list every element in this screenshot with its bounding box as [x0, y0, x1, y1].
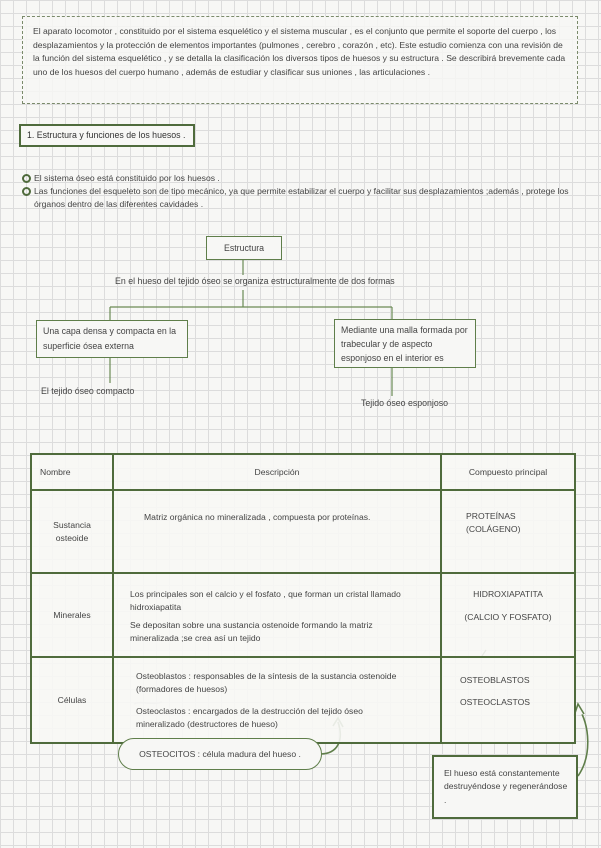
cell-name-text: Células: [57, 694, 87, 705]
header-name-text: Nombre: [40, 466, 71, 477]
cell-description-text: Matriz orgánica no mineralizada , compuesta por proteínas.: [144, 512, 371, 522]
cell-description: [113, 573, 441, 657]
cell-description: [113, 490, 441, 573]
diagram-root-label: Estructura: [223, 243, 265, 253]
cell-name: [31, 490, 113, 573]
bullet-text: El sistema óseo está constituido por los huesos .: [34, 173, 220, 183]
diagram-root-box: [206, 236, 282, 260]
header-name: [31, 454, 113, 490]
osteocitos-callout: [118, 738, 322, 770]
section-title: [19, 124, 195, 147]
cell-compound: [441, 490, 575, 573]
table-row: [31, 573, 575, 657]
osteocitos-text: OSTEOCITOS : célula madura del hueso .: [139, 749, 301, 759]
bullet-item: [22, 185, 582, 211]
diagram-left-box-text: Una capa densa y compacta en la superficie ósea externa: [43, 326, 177, 351]
table-row: [31, 657, 575, 743]
bone-remodeling-note: [432, 755, 578, 819]
cell-description-text: Los principales son el calcio y el fosfato , que forman un cristal llamado hidroxiapatita: [130, 589, 401, 612]
bullet-text: Las funciones del esqueleto son de tipo mecánico, ya que permite estabilizar el cuerpo y facilitar sus desplazamientos ;además , protege los órganos dentro de las diferentes cavidades .: [34, 186, 569, 209]
diagram-right-box: [334, 319, 476, 368]
bullet-circle-icon: [22, 187, 31, 196]
table-header-row: [31, 454, 575, 490]
header-description: [113, 454, 441, 490]
table-row: [31, 490, 575, 573]
diagram-left-label: El tejido óseo compacto: [41, 386, 135, 396]
header-compound: [441, 454, 575, 490]
cell-compound: [441, 657, 575, 743]
bullet-list: [22, 172, 582, 211]
cell-name-text: Minerales: [53, 609, 91, 620]
header-description-text: Descripción: [254, 466, 300, 477]
bone-remodeling-note-text: El hueso está constantemente destruyéndose y regenerándose .: [444, 768, 568, 805]
cell-name-text: Sustancia osteoide: [53, 520, 91, 543]
cell-description-text: Osteoblastos : responsables de la síntesis de la sustancia ostenoide (formadores de huesos): [136, 671, 397, 694]
intro-text: El aparato locomotor , constituido por el sistema esquelético y el sistema muscular , es el conjunto que permite el soporte del cuerpo , los desplazamientos y la protección de elementos importantes (pulmones , cerebro , corazón , etc). Este estudio comienza con una revisión de la función del sistema esquelético , y se detalla la clasificación los diversos tipos de huesos y su estructura . Se describirá brevemente cada uno de los huesos del cuerpo humano , además de estudiar y clasificar sus uniones , las articulaciones .: [33, 26, 566, 77]
section-title-text: 1. Estructura y funciones de los huesos .: [27, 130, 186, 140]
diagram-right-box-text: Mediante una malla formada por trabecular y de aspecto esponjoso en el interior es: [341, 325, 468, 363]
cell-name: [31, 657, 113, 743]
diagram-right-label: Tejido óseo esponjoso: [361, 398, 449, 408]
header-compound-text: Compuesto principal: [468, 466, 548, 477]
cell-description-text: Osteoclastos : encargados de la destrucción del tejido óseo mineralizado (destructores de hueso): [136, 706, 363, 729]
bone-composition-table: [30, 453, 576, 744]
cell-description: [113, 657, 441, 743]
cell-name: [31, 573, 113, 657]
cell-compound-text: (CALCIO Y FOSFATO): [464, 611, 552, 622]
cell-compound-text: PROTEÍNAS (COLÁGENO): [466, 511, 521, 534]
intro-box: [22, 16, 578, 104]
cell-compound-text: HIDROXIAPATITA: [473, 589, 543, 599]
cell-description-text: Se depositan sobre una sustancia ostenoide formando la matriz mineralizada ;se crea así un tejido: [130, 620, 373, 643]
cell-compound-text: OSTEOBLASTOS: [460, 675, 530, 685]
cell-compound-text: OSTEOCLASTOS: [460, 696, 531, 707]
diagram-subtitle: En el hueso del tejido óseo se organiza estructuralmente de dos formas: [115, 276, 395, 286]
diagram-left-box: [36, 320, 188, 358]
bullet-circle-icon: [22, 174, 31, 183]
cell-compound: [441, 573, 575, 657]
bullet-item: [22, 172, 582, 185]
